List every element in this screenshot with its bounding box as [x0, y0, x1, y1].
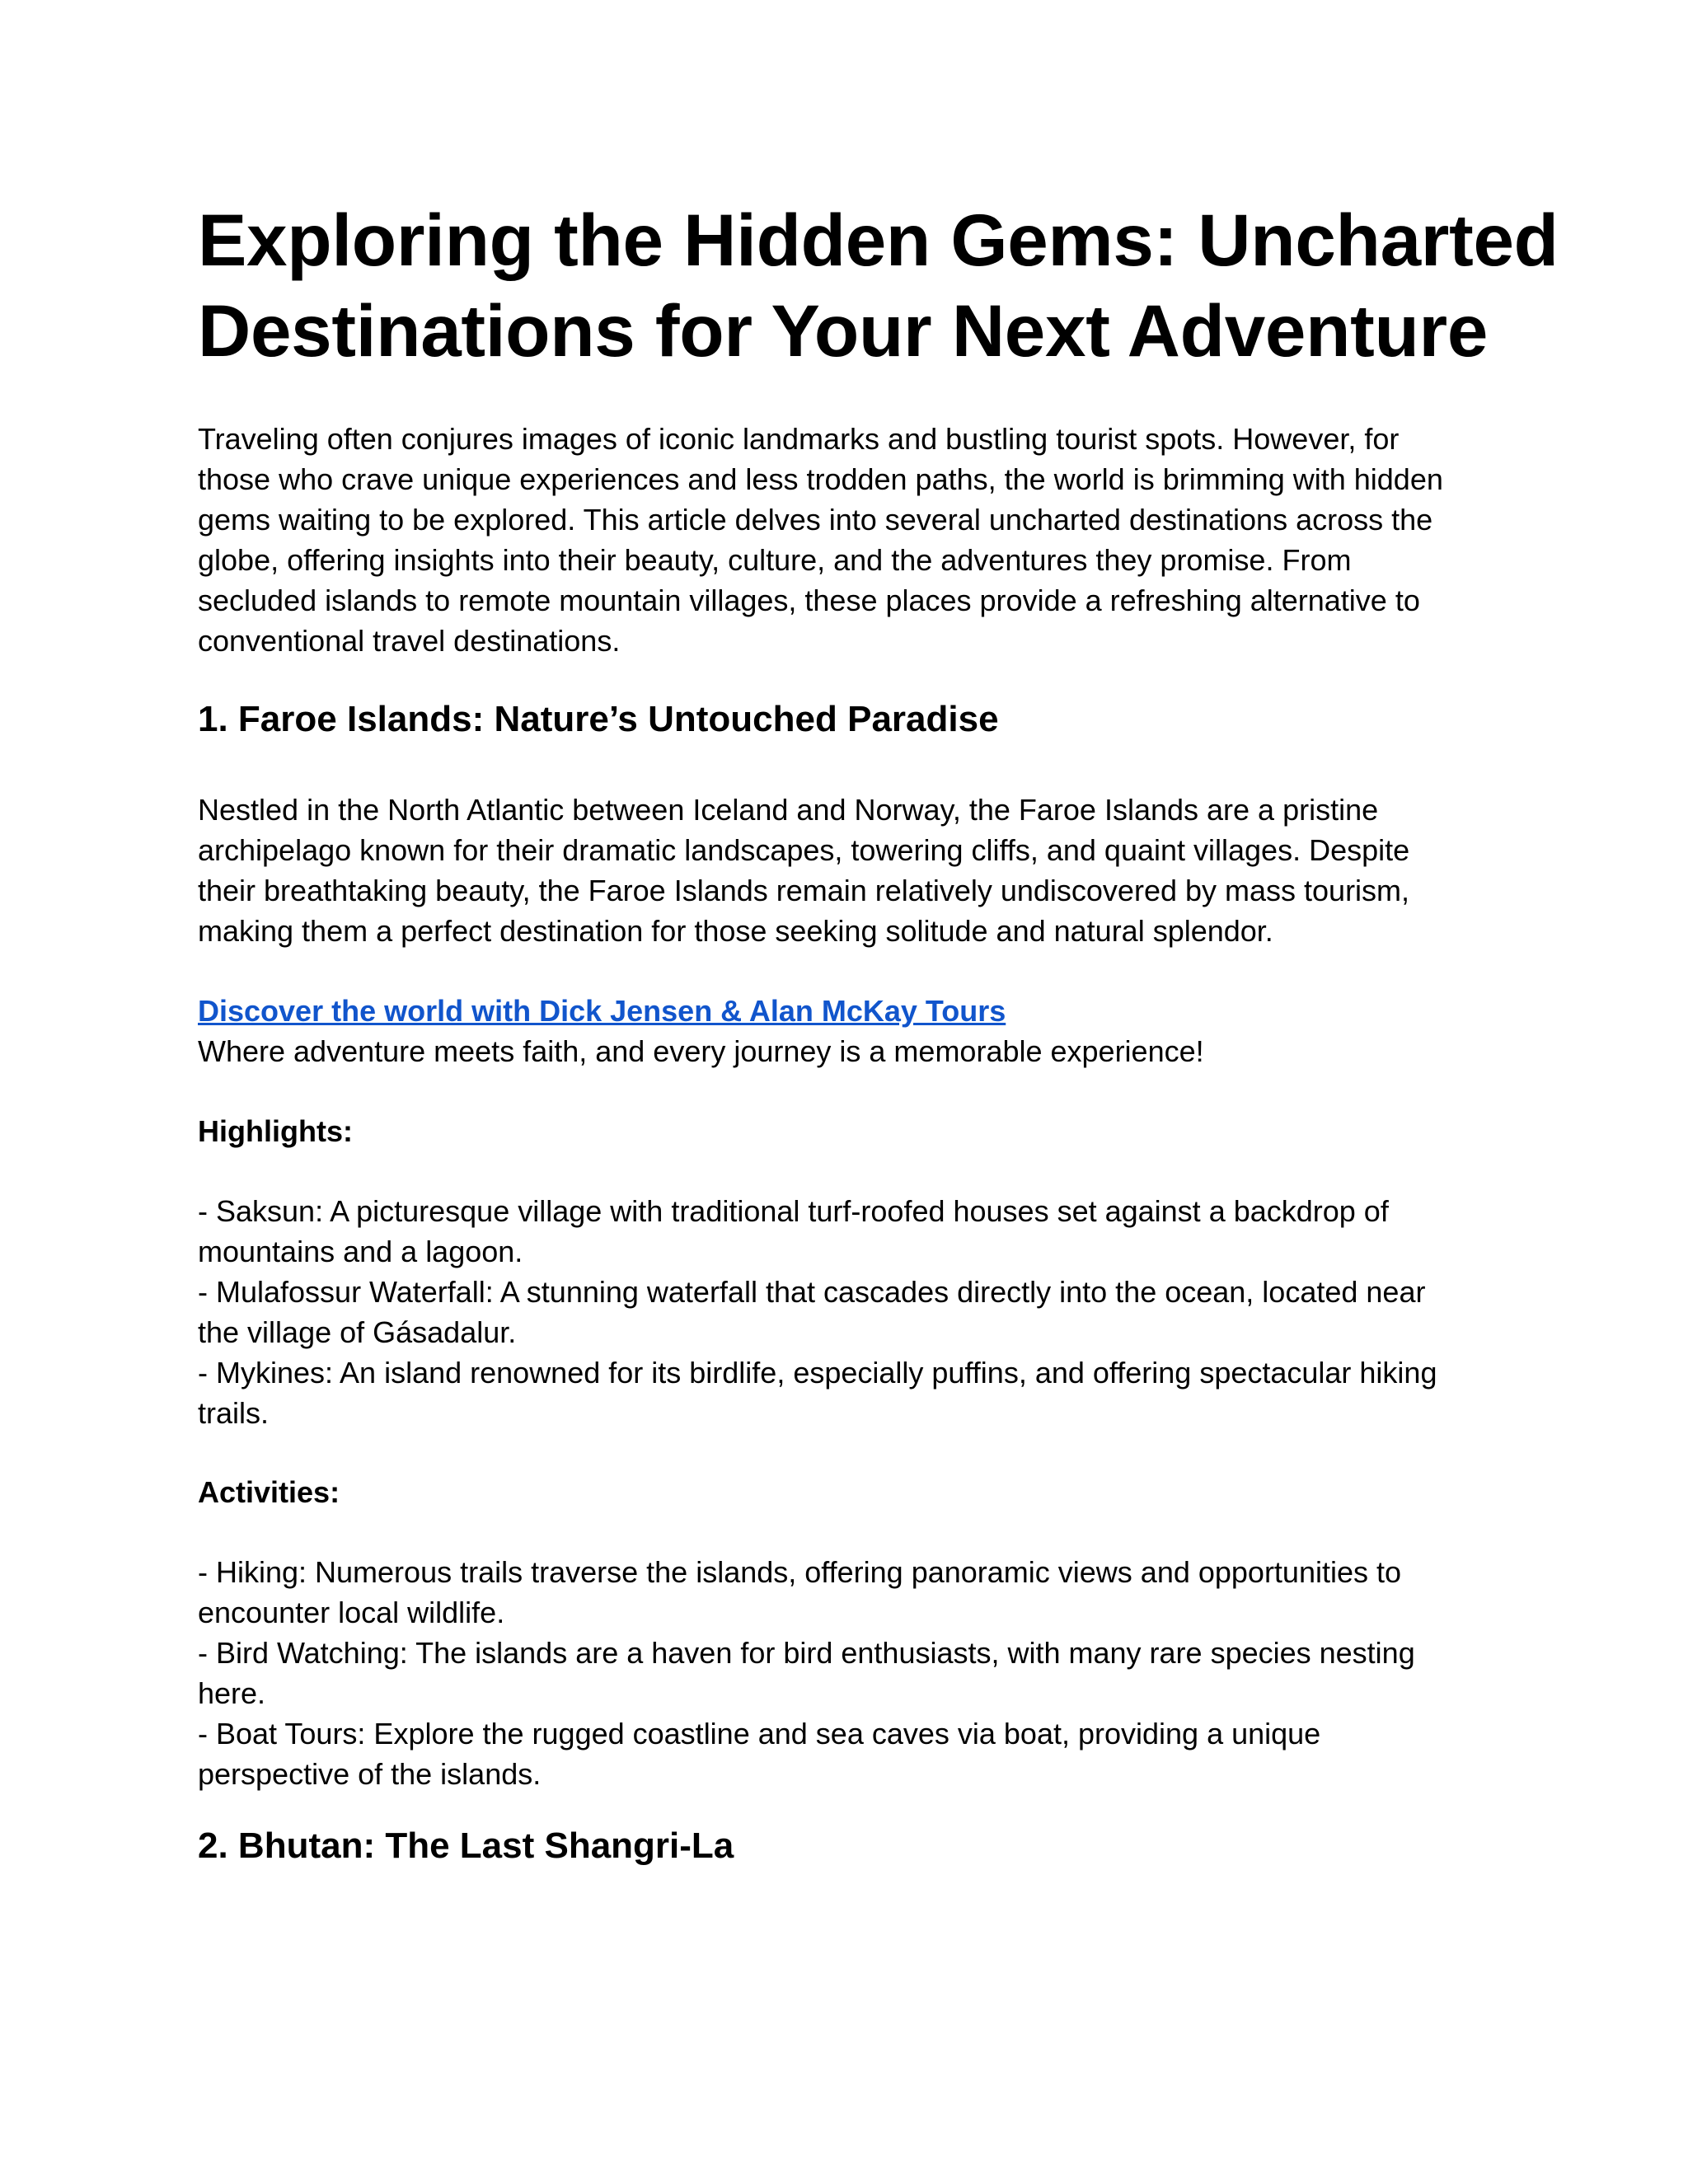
article-title	[198, 194, 1559, 376]
list-item: here.	[198, 1676, 266, 1710]
highlights-label: Highlights:	[198, 1114, 353, 1148]
text-line: making them a perfect destination for those seeking solitude and natural splendor.	[198, 914, 1273, 948]
tour-promo	[198, 991, 1204, 1071]
list-item: encounter local wildlife.	[198, 1596, 505, 1629]
text-line: Traveling often conjures images of iconic landmarks and bustling tourist spots. However, for	[198, 422, 1400, 456]
list-item: perspective of the islands.	[198, 1757, 542, 1791]
activities-label: Activities:	[198, 1475, 340, 1509]
text-line: secluded islands to remote mountain villages, these places provide a refreshing alternative to	[198, 583, 1420, 617]
tours-link[interactable]: Discover the world with Dick Jensen & Alan McKay Tours	[198, 994, 1006, 1028]
text-line: Nestled in the North Atlantic between Iceland and Norway, the Faroe Islands are a pristine	[198, 793, 1379, 827]
list-item: - Saksun: A picturesque village with traditional turf-roofed houses set against a backdrop of	[198, 1194, 1389, 1228]
section-heading-faroe: 1. Faroe Islands: Nature’s Untouched Paradise	[198, 699, 999, 739]
faroe-description	[198, 790, 1409, 951]
title-line: Destinations for Your Next Adventure	[198, 289, 1489, 372]
intro-paragraph	[198, 419, 1443, 661]
text-line: their breathtaking beauty, the Faroe Islands remain relatively undiscovered by mass tourism,	[198, 874, 1410, 907]
highlights-list	[198, 1191, 1437, 1433]
list-item: - Mykines: An island renowned for its birdlife, especially puffins, and offering spectacular hiking	[198, 1356, 1437, 1390]
text-line: conventional travel destinations.	[198, 624, 621, 658]
activities-list	[198, 1552, 1415, 1794]
text-line: those who crave unique experiences and less trodden paths, the world is brimming with hidden	[198, 462, 1443, 496]
text-line: archipelago known for their dramatic landscapes, towering cliffs, and quaint villages. Despite	[198, 833, 1410, 867]
list-item: trails.	[198, 1396, 270, 1430]
list-item: - Mulafossur Waterfall: A stunning waterfall that cascades directly into the ocean, located near	[198, 1275, 1426, 1309]
list-item: - Hiking: Numerous trails traverse the islands, offering panoramic views and opportunities to	[198, 1555, 1402, 1589]
list-item: the village of Gásadalur.	[198, 1315, 517, 1349]
tour-tagline: Where adventure meets faith, and every journey is a memorable experience!	[198, 1034, 1204, 1068]
title-line: Exploring the Hidden Gems: Uncharted	[198, 199, 1559, 281]
list-item: - Bird Watching: The islands are a haven for bird enthusiasts, with many rare species nesting	[198, 1636, 1415, 1670]
list-item: - Boat Tours: Explore the rugged coastline and sea caves via boat, providing a unique	[198, 1717, 1321, 1750]
text-line: gems waiting to be explored. This article delves into several uncharted destinations across the	[198, 503, 1433, 537]
text-line: globe, offering insights into their beauty, culture, and the adventures they promise. From	[198, 543, 1352, 577]
list-item: mountains and a lagoon.	[198, 1235, 523, 1268]
section-heading-bhutan: 2. Bhutan: The Last Shangri-La	[198, 1825, 734, 1866]
